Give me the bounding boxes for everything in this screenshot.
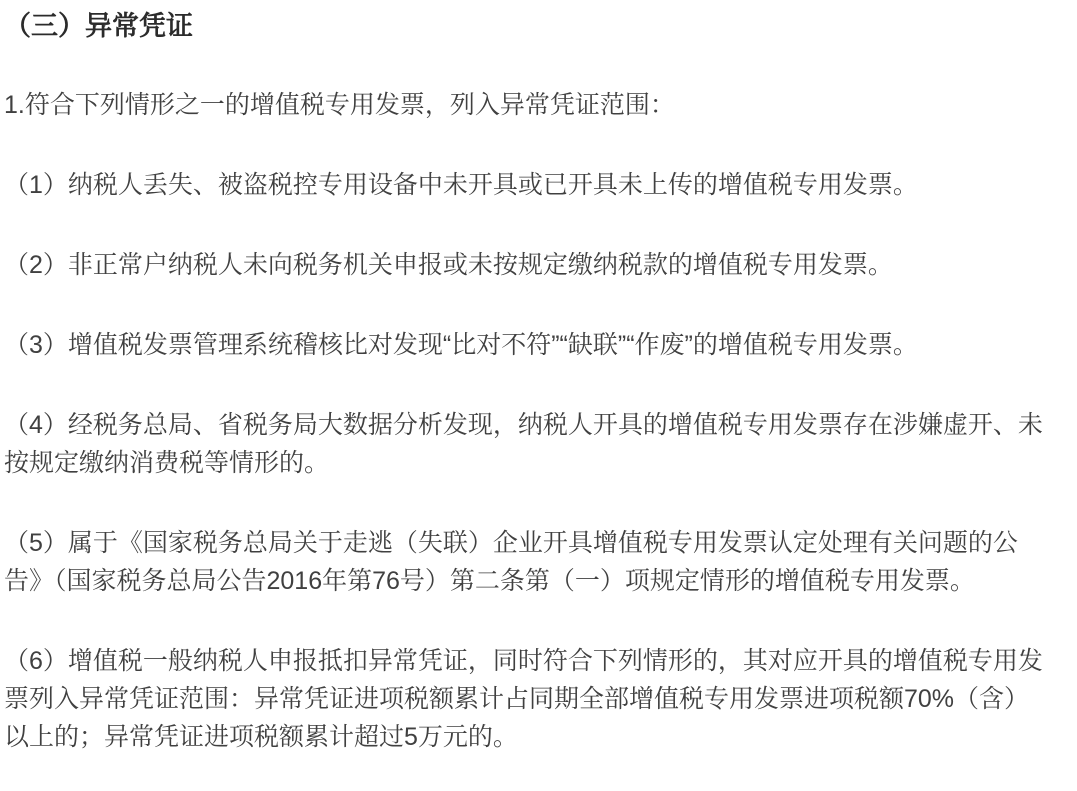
paragraph-intro: 1.符合下列情形之一的增值税专用发票，列入异常凭证范围： [4,91,675,119]
paragraph-item-3: （3）增值税发票管理系统稽核比对发现“比对不符”“缺联”“作废”的增值税专用发票。 [4,331,918,359]
paragraph-item-1: （1）纳税人丢失、被盗税控专用设备中未开具或已开具未上传的增值税专用发票。 [4,171,918,199]
paragraph-item-5: （5）属于《国家税务总局关于走逃（失联）企业开具增值税专用发票认定处理有关问题的公告》（国家税务总局公告2016年第76号）第二条第（一）项规定情形的增值税专用发票。 [4,529,1018,595]
section-heading: （三）异常凭证 [4,11,193,41]
paragraph-item-6: （6）增值税一般纳税人申报抵扣异常凭证，同时符合下列情形的，其对应开具的增值税专用发票列入异常凭证范围：异常凭证进项税额累计占同期全部增值税专用发票进项税额70%（含）以上的；异常凭证进项税额累计超过5万元的。 [4,647,1043,751]
paragraph-item-4: （4）经税务总局、省税务局大数据分析发现，纳税人开具的增值税专用发票存在涉嫌虚开、未按规定缴纳消费税等情形的。 [4,411,1043,477]
paragraph-item-2: （2）非正常户纳税人未向税务机关申报或未按规定缴纳税款的增值税专用发票。 [4,251,893,279]
